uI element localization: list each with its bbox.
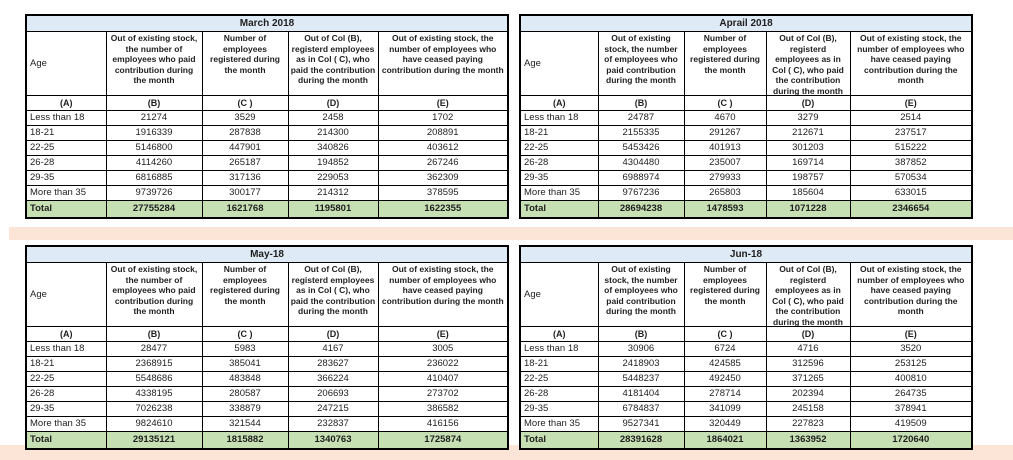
column-header-b xyxy=(598,263,684,327)
value-cell: 633015 xyxy=(850,186,972,201)
age-cell: 26-28 xyxy=(26,156,106,171)
total-value-d: 1340763 xyxy=(288,432,378,450)
table-title-row xyxy=(26,15,508,32)
value-cell: 21274 xyxy=(106,111,202,126)
value-cell: 287838 xyxy=(202,126,288,141)
age-cell: 29-35 xyxy=(520,402,598,417)
column-header-row xyxy=(520,32,972,96)
value-cell: 2155335 xyxy=(598,126,684,141)
month-table xyxy=(25,245,509,450)
column-header-c-label: Number of employees registered during the month xyxy=(690,33,760,75)
column-letter-a: (A) xyxy=(520,96,598,111)
value-cell: 4304480 xyxy=(598,156,684,171)
table-row xyxy=(26,186,508,201)
value-cell: 198757 xyxy=(766,171,850,186)
age-cell: More than 35 xyxy=(520,186,598,201)
value-cell: 483848 xyxy=(202,372,288,387)
value-cell: 265187 xyxy=(202,156,288,171)
value-cell: 267246 xyxy=(378,156,508,171)
column-letter-row xyxy=(26,96,508,111)
total-value-e: 2346654 xyxy=(850,201,972,219)
column-header-age xyxy=(26,263,106,327)
value-cell: 5453426 xyxy=(598,141,684,156)
table-row xyxy=(520,141,972,156)
age-cell: 22-25 xyxy=(520,141,598,156)
column-header-age-label: Age xyxy=(524,289,541,300)
column-letter-e: (E) xyxy=(378,327,508,342)
value-cell: 424585 xyxy=(684,357,766,372)
table-title: Aprail 2018 xyxy=(520,15,972,32)
value-cell: 362309 xyxy=(378,171,508,186)
value-cell: 212671 xyxy=(766,126,850,141)
column-header-c-label: Number of employees registered during the month xyxy=(210,264,280,306)
value-cell: 300177 xyxy=(202,186,288,201)
table-row xyxy=(520,126,972,141)
age-cell: Less than 18 xyxy=(520,342,598,357)
value-cell: 9527341 xyxy=(598,417,684,432)
column-header-b-label: Out of existing stock, the number of employees who paid contribution during the month xyxy=(110,33,198,85)
column-header-d xyxy=(288,32,378,96)
total-value-d: 1363952 xyxy=(766,432,850,450)
value-cell: 366224 xyxy=(288,372,378,387)
value-cell: 340826 xyxy=(288,141,378,156)
age-cell: Less than 18 xyxy=(26,342,106,357)
age-cell: Less than 18 xyxy=(26,111,106,126)
column-header-e xyxy=(378,32,508,96)
value-cell: 6816885 xyxy=(106,171,202,186)
table-body xyxy=(520,342,972,432)
value-cell: 400810 xyxy=(850,372,972,387)
value-cell: 2514 xyxy=(850,111,972,126)
value-cell: 214300 xyxy=(288,126,378,141)
table-row xyxy=(520,186,972,201)
column-letter-row xyxy=(520,96,972,111)
value-cell: 401913 xyxy=(684,141,766,156)
column-header-b-label: Out of existing stock, the number of employees who paid contribution during the month xyxy=(604,33,678,85)
value-cell: 419509 xyxy=(850,417,972,432)
value-cell: 1916339 xyxy=(106,126,202,141)
value-cell: 2418903 xyxy=(598,357,684,372)
table-title-row xyxy=(520,246,972,263)
table-title: March 2018 xyxy=(26,15,508,32)
table-row xyxy=(26,111,508,126)
value-cell: 4181404 xyxy=(598,387,684,402)
column-header-b xyxy=(106,32,202,96)
column-header-d xyxy=(766,263,850,327)
table-row xyxy=(520,111,972,126)
value-cell: 338879 xyxy=(202,402,288,417)
table-row xyxy=(26,126,508,141)
table-title: May-18 xyxy=(26,246,508,263)
value-cell: 3005 xyxy=(378,342,508,357)
value-cell: 1702 xyxy=(378,111,508,126)
column-letter-a: (A) xyxy=(26,96,106,111)
value-cell: 4167 xyxy=(288,342,378,357)
value-cell: 4114260 xyxy=(106,156,202,171)
table-title-row xyxy=(26,246,508,263)
age-cell: 26-28 xyxy=(520,387,598,402)
column-letter-row xyxy=(26,327,508,342)
total-value-c: 1815882 xyxy=(202,432,288,450)
total-row xyxy=(26,201,508,219)
total-value-b: 29135121 xyxy=(106,432,202,450)
total-value-e: 1622355 xyxy=(378,201,508,219)
value-cell: 291267 xyxy=(684,126,766,141)
column-letter-b: (B) xyxy=(106,96,202,111)
table-row xyxy=(520,171,972,186)
value-cell: 232837 xyxy=(288,417,378,432)
column-header-age xyxy=(26,32,106,96)
value-cell: 5146800 xyxy=(106,141,202,156)
age-cell: More than 35 xyxy=(26,186,106,201)
column-letter-b: (B) xyxy=(598,327,684,342)
value-cell: 515222 xyxy=(850,141,972,156)
table-body xyxy=(26,111,508,201)
column-letter-a: (A) xyxy=(26,327,106,342)
value-cell: 253125 xyxy=(850,357,972,372)
column-letter-e: (E) xyxy=(378,96,508,111)
value-cell: 2458 xyxy=(288,111,378,126)
table-row xyxy=(26,372,508,387)
total-value-b: 28694238 xyxy=(598,201,684,219)
value-cell: 317136 xyxy=(202,171,288,186)
column-header-e-label: Out of existing stock, the number of employees who have ceased paying contribution during the month xyxy=(381,264,504,306)
value-cell: 28477 xyxy=(106,342,202,357)
value-cell: 278714 xyxy=(684,387,766,402)
column-header-e xyxy=(850,263,972,327)
table-body xyxy=(520,111,972,201)
value-cell: 6724 xyxy=(684,342,766,357)
value-cell: 202394 xyxy=(766,387,850,402)
total-value-e: 1725874 xyxy=(378,432,508,450)
age-cell: 18-21 xyxy=(520,357,598,372)
age-cell: 22-25 xyxy=(520,372,598,387)
value-cell: 9739726 xyxy=(106,186,202,201)
column-letter-a: (A) xyxy=(520,327,598,342)
value-cell: 321544 xyxy=(202,417,288,432)
value-cell: 4338195 xyxy=(106,387,202,402)
value-cell: 3279 xyxy=(766,111,850,126)
table-row xyxy=(26,156,508,171)
column-header-c-label: Number of employees registered during the month xyxy=(690,264,760,306)
column-header-c xyxy=(202,263,288,327)
month-table xyxy=(25,14,509,219)
value-cell: 5983 xyxy=(202,342,288,357)
value-cell: 280587 xyxy=(202,387,288,402)
age-cell: 18-21 xyxy=(26,357,106,372)
value-cell: 378595 xyxy=(378,186,508,201)
value-cell: 9824610 xyxy=(106,417,202,432)
value-cell: 273702 xyxy=(378,387,508,402)
value-cell: 570534 xyxy=(850,171,972,186)
total-row xyxy=(520,432,972,450)
value-cell: 492450 xyxy=(684,372,766,387)
value-cell: 5448237 xyxy=(598,372,684,387)
column-header-b-label: Out of existing stock, the number of employees who paid contribution during the month xyxy=(110,264,198,316)
total-row xyxy=(520,201,972,219)
column-header-d xyxy=(288,263,378,327)
column-letter-d: (D) xyxy=(766,327,850,342)
value-cell: 387852 xyxy=(850,156,972,171)
column-header-c xyxy=(684,263,766,327)
table-title: Jun-18 xyxy=(520,246,972,263)
column-header-d xyxy=(766,32,850,96)
column-header-age-label: Age xyxy=(30,289,47,300)
value-cell: 4670 xyxy=(684,111,766,126)
value-cell: 30906 xyxy=(598,342,684,357)
column-letter-c: (C ) xyxy=(684,96,766,111)
value-cell: 403612 xyxy=(378,141,508,156)
value-cell: 185604 xyxy=(766,186,850,201)
column-header-d-label: Out of Col (B), registerd employees as in Col ( C), who paid the contribution during the month xyxy=(772,264,844,326)
total-value-e: 1720640 xyxy=(850,432,972,450)
column-header-b-label: Out of existing stock, the number of employees who paid contribution during the month xyxy=(604,264,678,316)
age-cell: 29-35 xyxy=(520,171,598,186)
value-cell: 447901 xyxy=(202,141,288,156)
column-header-row xyxy=(520,263,972,327)
column-header-age-label: Age xyxy=(30,58,47,69)
column-header-c xyxy=(684,32,766,96)
column-header-e-label: Out of existing stock, the number of employees who have ceased paying contribution during the month xyxy=(381,33,504,75)
column-header-e-label: Out of existing stock, the number of employees who have ceased paying contribution during the month xyxy=(857,33,965,85)
value-cell: 385041 xyxy=(202,357,288,372)
column-header-d-label: Out of Col (B), registerd employees as in Col ( C), who paid the contribution during the month xyxy=(290,264,376,316)
value-cell: 301203 xyxy=(766,141,850,156)
value-cell: 229053 xyxy=(288,171,378,186)
value-cell: 6988974 xyxy=(598,171,684,186)
separator-band-middle xyxy=(9,227,1013,240)
column-letter-c: (C ) xyxy=(684,327,766,342)
table-row xyxy=(520,357,972,372)
value-cell: 169714 xyxy=(766,156,850,171)
value-cell: 236022 xyxy=(378,357,508,372)
table-row xyxy=(26,402,508,417)
table-row xyxy=(520,402,972,417)
value-cell: 386582 xyxy=(378,402,508,417)
column-letter-e: (E) xyxy=(850,327,972,342)
value-cell: 265803 xyxy=(684,186,766,201)
table-row xyxy=(520,342,972,357)
age-cell: 18-21 xyxy=(520,126,598,141)
total-row xyxy=(26,432,508,450)
total-value-c: 1478593 xyxy=(684,201,766,219)
total-label: Total xyxy=(520,432,598,450)
table-row xyxy=(520,372,972,387)
column-header-age xyxy=(520,32,598,96)
value-cell: 264735 xyxy=(850,387,972,402)
table-row xyxy=(520,387,972,402)
column-letter-b: (B) xyxy=(106,327,202,342)
column-header-d-label: Out of Col (B), registerd employees as in Col ( C), who paid the contribution during the month xyxy=(772,33,844,95)
value-cell: 416156 xyxy=(378,417,508,432)
value-cell: 378941 xyxy=(850,402,972,417)
value-cell: 2368915 xyxy=(106,357,202,372)
column-header-b xyxy=(106,263,202,327)
table-title-row xyxy=(520,15,972,32)
table-row xyxy=(26,141,508,156)
column-header-e xyxy=(850,32,972,96)
age-cell: Less than 18 xyxy=(520,111,598,126)
column-header-c-label: Number of employees registered during the month xyxy=(210,33,280,75)
table-row xyxy=(26,357,508,372)
column-header-d-label: Out of Col (B), registerd employees as in Col ( C), who paid the contribution during the month xyxy=(290,33,376,85)
value-cell: 227823 xyxy=(766,417,850,432)
value-cell: 5548686 xyxy=(106,372,202,387)
column-letter-d: (D) xyxy=(288,96,378,111)
value-cell: 7026238 xyxy=(106,402,202,417)
table-row xyxy=(26,171,508,186)
column-header-row xyxy=(26,32,508,96)
table-row xyxy=(26,342,508,357)
column-header-age xyxy=(520,263,598,327)
column-header-b xyxy=(598,32,684,96)
value-cell: 341099 xyxy=(684,402,766,417)
table-row xyxy=(520,156,972,171)
total-value-d: 1195801 xyxy=(288,201,378,219)
value-cell: 9767236 xyxy=(598,186,684,201)
total-label: Total xyxy=(26,432,106,450)
total-value-d: 1071228 xyxy=(766,201,850,219)
age-cell: 29-35 xyxy=(26,171,106,186)
age-cell: 26-28 xyxy=(26,387,106,402)
age-cell: 29-35 xyxy=(26,402,106,417)
column-letter-c: (C ) xyxy=(202,96,288,111)
value-cell: 6784837 xyxy=(598,402,684,417)
month-table xyxy=(519,245,973,450)
total-label: Total xyxy=(26,201,106,219)
value-cell: 283627 xyxy=(288,357,378,372)
value-cell: 24787 xyxy=(598,111,684,126)
table-row xyxy=(520,417,972,432)
table-body xyxy=(26,342,508,432)
total-value-c: 1621768 xyxy=(202,201,288,219)
column-letter-c: (C ) xyxy=(202,327,288,342)
month-table xyxy=(519,14,973,219)
value-cell: 4716 xyxy=(766,342,850,357)
age-cell: 22-25 xyxy=(26,372,106,387)
table-row xyxy=(26,417,508,432)
value-cell: 194852 xyxy=(288,156,378,171)
value-cell: 3520 xyxy=(850,342,972,357)
column-header-e-label: Out of existing stock, the number of employees who have ceased paying contribution during the month xyxy=(857,264,965,316)
column-header-c xyxy=(202,32,288,96)
value-cell: 320449 xyxy=(684,417,766,432)
age-cell: 18-21 xyxy=(26,126,106,141)
table-row xyxy=(26,387,508,402)
column-letter-d: (D) xyxy=(766,96,850,111)
value-cell: 410407 xyxy=(378,372,508,387)
value-cell: 237517 xyxy=(850,126,972,141)
column-header-age-label: Age xyxy=(524,58,541,69)
age-cell: 22-25 xyxy=(26,141,106,156)
total-label: Total xyxy=(520,201,598,219)
value-cell: 245158 xyxy=(766,402,850,417)
value-cell: 371265 xyxy=(766,372,850,387)
age-cell: More than 35 xyxy=(26,417,106,432)
column-header-e xyxy=(378,263,508,327)
column-letter-e: (E) xyxy=(850,96,972,111)
value-cell: 3529 xyxy=(202,111,288,126)
column-header-row xyxy=(26,263,508,327)
age-cell: More than 35 xyxy=(520,417,598,432)
value-cell: 208891 xyxy=(378,126,508,141)
total-value-c: 1864021 xyxy=(684,432,766,450)
total-value-b: 28391628 xyxy=(598,432,684,450)
value-cell: 235007 xyxy=(684,156,766,171)
value-cell: 247215 xyxy=(288,402,378,417)
value-cell: 279933 xyxy=(684,171,766,186)
value-cell: 214312 xyxy=(288,186,378,201)
column-letter-d: (D) xyxy=(288,327,378,342)
value-cell: 206693 xyxy=(288,387,378,402)
column-letter-b: (B) xyxy=(598,96,684,111)
column-letter-row xyxy=(520,327,972,342)
age-cell: 26-28 xyxy=(520,156,598,171)
total-value-b: 27755284 xyxy=(106,201,202,219)
value-cell: 312596 xyxy=(766,357,850,372)
